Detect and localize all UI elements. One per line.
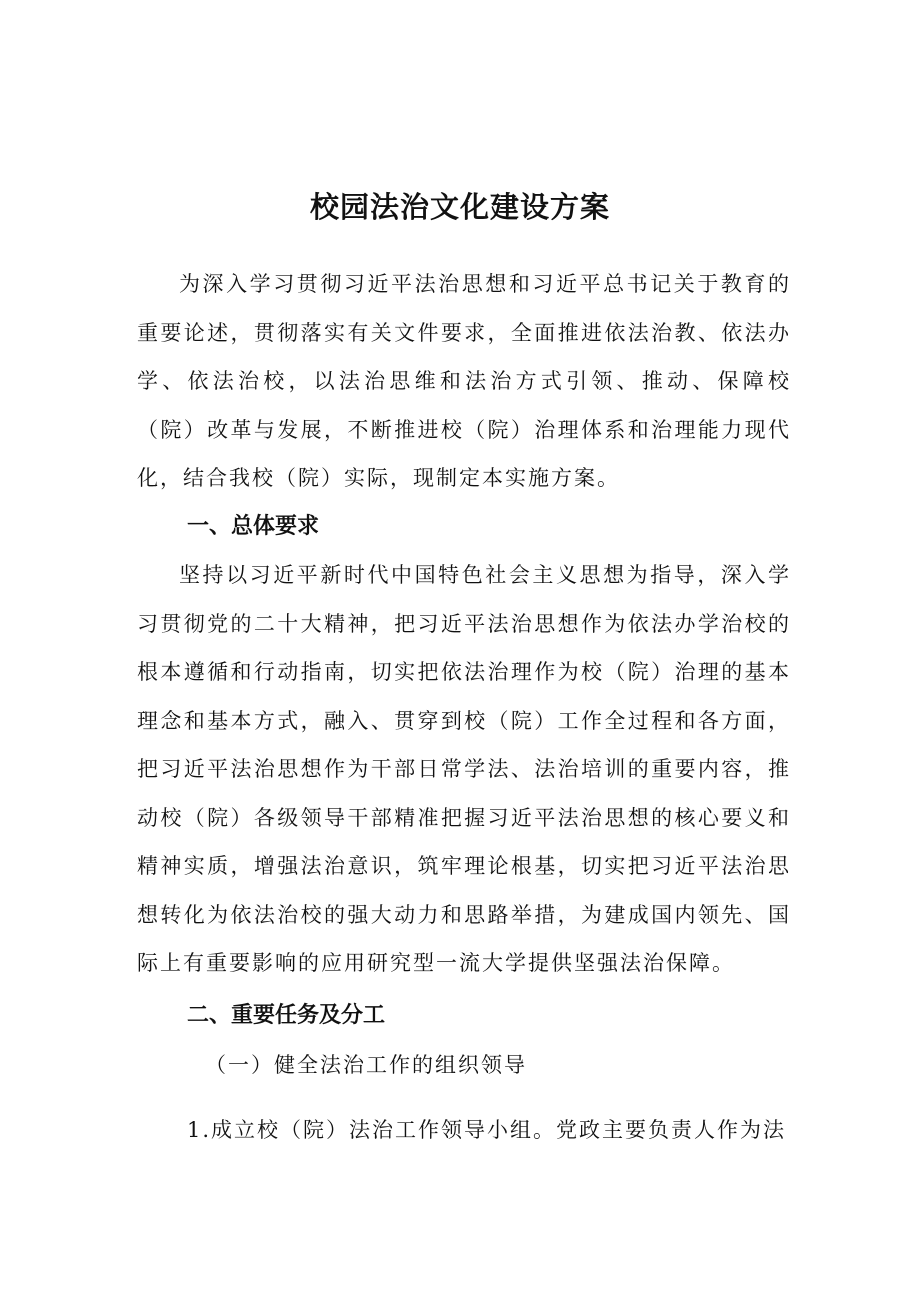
section-2-heading: 二、重要任务及分工 <box>187 1003 386 1028</box>
section-1-heading: 一、总体要求 <box>187 514 320 539</box>
section-2-subheading: （一）健全法治工作的组织领导 <box>205 1053 527 1077</box>
intro-paragraph: 为深入学习贯彻习近平法治思想和习近平总书记关于教育的重要论述，贯彻落实有关文件要求，全面推进依法治教、依法办学、依法治校，以法治思维和法治方式引领、推动、保障校（院）改革与发展，不断推进校（院）治理体系和治理能力现代化，结合我校（院）实际，现制定本实施方案。 <box>137 272 791 490</box>
item-1-text: 1.成立校（院）法治工作领导小组。党政主要负责人作为法 <box>187 1118 787 1142</box>
document-title: 校园法治文化建设方案 <box>309 190 610 225</box>
section-1-body: 坚持以习近平新时代中国特色社会主义思想为指导，深入学习贯彻党的二十大精神，把习近平法治思想作为依法办学治校的根本遵循和行动指南，切实把依法治理作为校（院）治理的基本理念和基本方式，融入、贯穿到校（院）工作全过程和各方面，把习近平法治思想作为干部日常学法、法治培训的重要内容，推动校（院）各级领导干部精准把握习近平法治思想的核心要义和精神实质，增强法治意识，筑牢理论根基，切实把习近平法治思想转化为依法治校的强大动力和思路举措，为建成国内领先、国际上有重要影响的应用研究型一流大学提供坚强法治保障。 <box>137 563 791 975</box>
